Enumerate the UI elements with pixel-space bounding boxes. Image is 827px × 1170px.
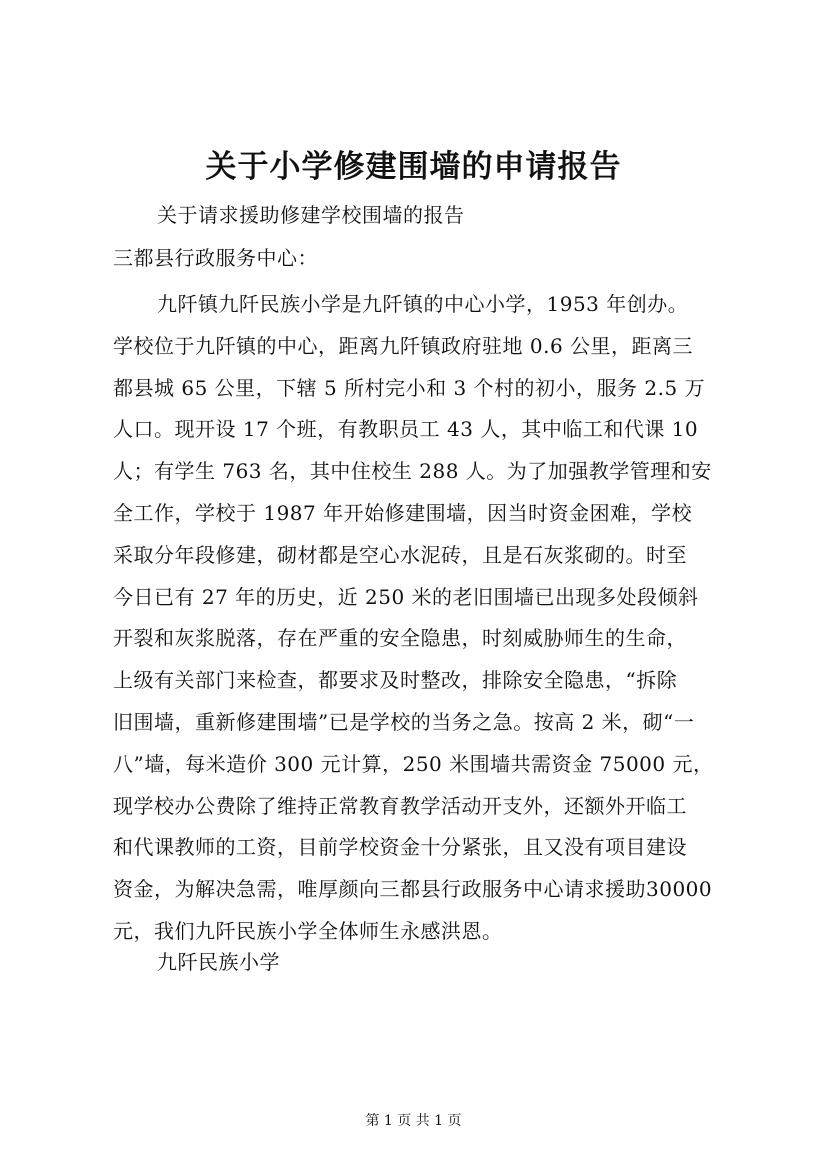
body-line: 上级有关部门来检查，都要求及时整改，排除安全隐患，“拆除 [113, 668, 678, 693]
body-line: 旧围墙，重新修建围墙”已是学校的当务之急。按高 2 米，砌“一 [113, 709, 695, 734]
document-title: 关于小学修建围墙的申请报告 [205, 149, 622, 185]
body-line: 采取分年段修建，砌材都是空心水泥砖，且是石灰浆砌的。时至 [113, 542, 687, 567]
body-line: 学校位于九阡镇的中心，距离九阡镇政府驻地 0.6 公里，距离三 [113, 333, 694, 358]
body-line: 八”墙，每米造价 300 元计算，250 米围墙共需资金 75000 元， [113, 751, 714, 776]
body-line: 资金，为解决急需，唯厚颜向三都县行政服务中心请求援助30000 [113, 877, 713, 902]
body-line: 现学校办公费除了维持正常教育教学活动开支外，还额外开临工 [113, 793, 687, 818]
report-subtitle: 关于请求援助修建学校围墙的报告 [157, 203, 465, 227]
recipient-line: 三都县行政服务中心： [113, 246, 318, 270]
body-line: 和代课教师的工资，目前学校资金十分紧张，且又没有项目建设 [113, 835, 687, 860]
body-line: 全工作，学校于 1987 年开始修建围墙，因当时资金困难，学校 [113, 500, 693, 525]
signature-school-name: 九阡民族小学 [157, 950, 280, 974]
body-line: 九阡镇九阡民族小学是九阡镇的中心小学，1953 年创办。 [157, 292, 689, 316]
body-line: 元，我们九阡民族小学全体师生永感洪恩。 [113, 918, 503, 943]
body-line: 开裂和灰浆脱落，存在严重的安全隐患，时刻威胁师生的生命， [113, 626, 687, 651]
page-footer: 第 1 页 共 1 页 [365, 1113, 462, 1129]
body-line: 今日已有 27 年的历史，近 250 米的老旧围墙已出现多处段倾斜 [113, 584, 699, 609]
body-line: 都县城 65 公里，下辖 5 所村完小和 3 个村的初小，服务 2.5 万 [113, 375, 706, 400]
body-line: 人；有学生 763 名，其中住校生 288 人。为了加强教学管理和安 [113, 459, 712, 484]
body-paragraph [113, 284, 733, 953]
body-line: 人口。现开设 17 个班，有教职员工 43 人，其中临工和代课 10 [113, 417, 699, 442]
